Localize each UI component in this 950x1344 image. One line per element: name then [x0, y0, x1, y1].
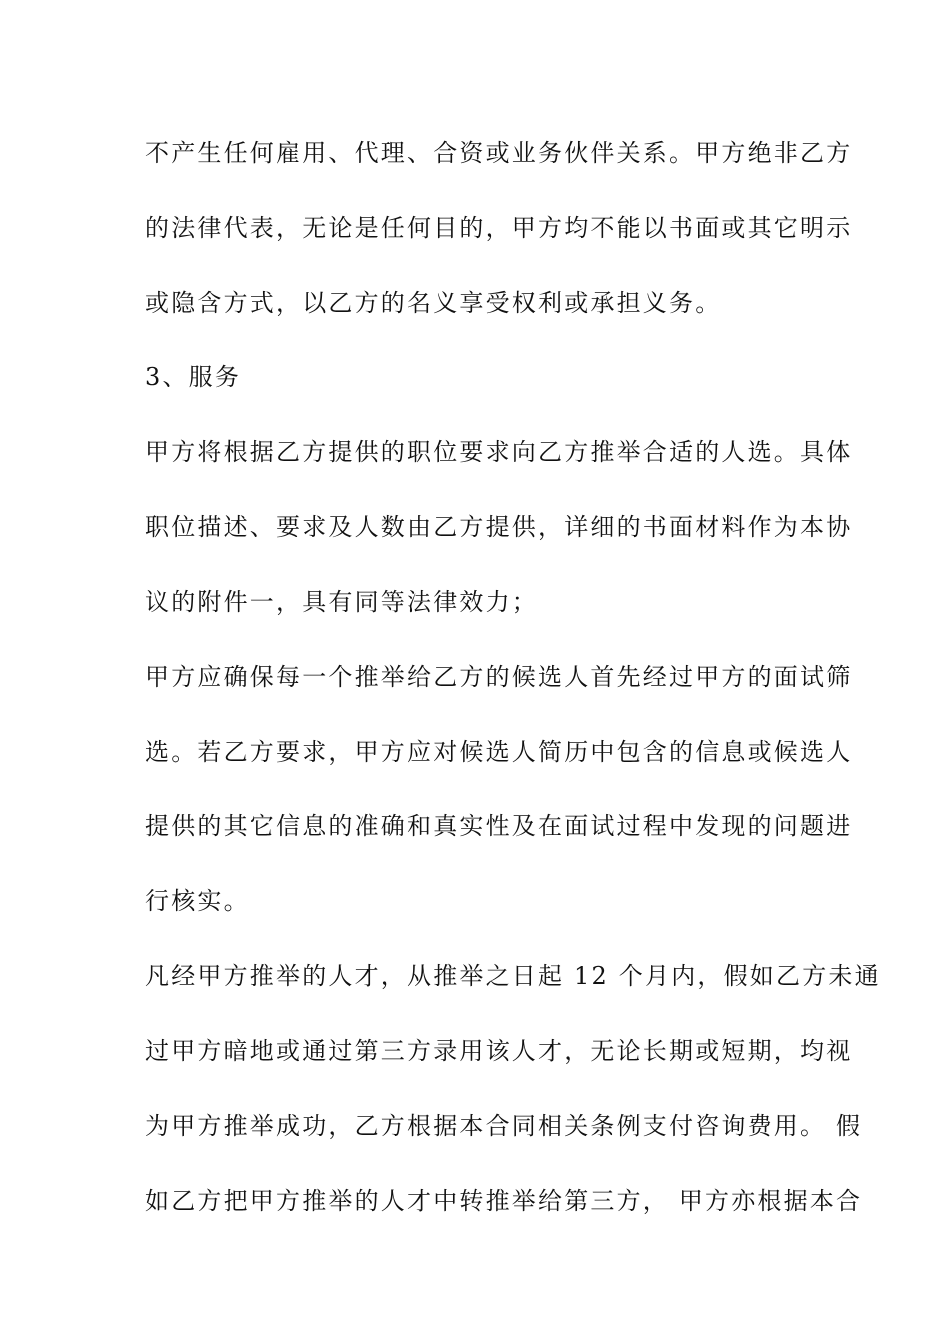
text-line: 不产生任何雇用、代理、合资或业务伙伴关系。甲方绝非乙方	[145, 139, 853, 167]
text-line: 如乙方把甲方推举的人才中转推举给第三方， 甲方亦根据本合	[145, 1187, 863, 1215]
text-line: 为甲方推举成功，乙方根据本合同相关条例支付咨询费用。 假	[145, 1112, 863, 1140]
text-line: 行核实。	[145, 887, 250, 915]
text-line: 提供的其它信息的准确和真实性及在面试过程中发现的问题进	[145, 812, 853, 840]
text-line: 过甲方暗地或通过第三方录用该人才，无论长期或短期，均视	[145, 1037, 853, 1065]
text-line: 议的附件一，具有同等法律效力；	[145, 588, 538, 616]
text-line: 职位描述、要求及人数由乙方提供，详细的书面材料作为本协	[145, 513, 853, 541]
section-heading: 3、服务	[145, 363, 242, 391]
text-line: 甲方应确保每一个推举给乙方的候选人首先经过甲方的面试筛	[145, 663, 853, 691]
text-line: 凡经甲方推举的人才，从推举之日起 12 个月内，假如乙方未通	[145, 962, 881, 990]
text-line: 选。若乙方要求，甲方应对候选人简历中包含的信息或候选人	[145, 738, 853, 766]
text-line: 或隐含方式，以乙方的名义享受权利或承担义务。	[145, 289, 722, 317]
text-line: 的法律代表，无论是任何目的，甲方均不能以书面或其它明示	[145, 214, 853, 242]
text-line: 甲方将根据乙方提供的职位要求向乙方推举合适的人选。具体	[145, 438, 853, 466]
